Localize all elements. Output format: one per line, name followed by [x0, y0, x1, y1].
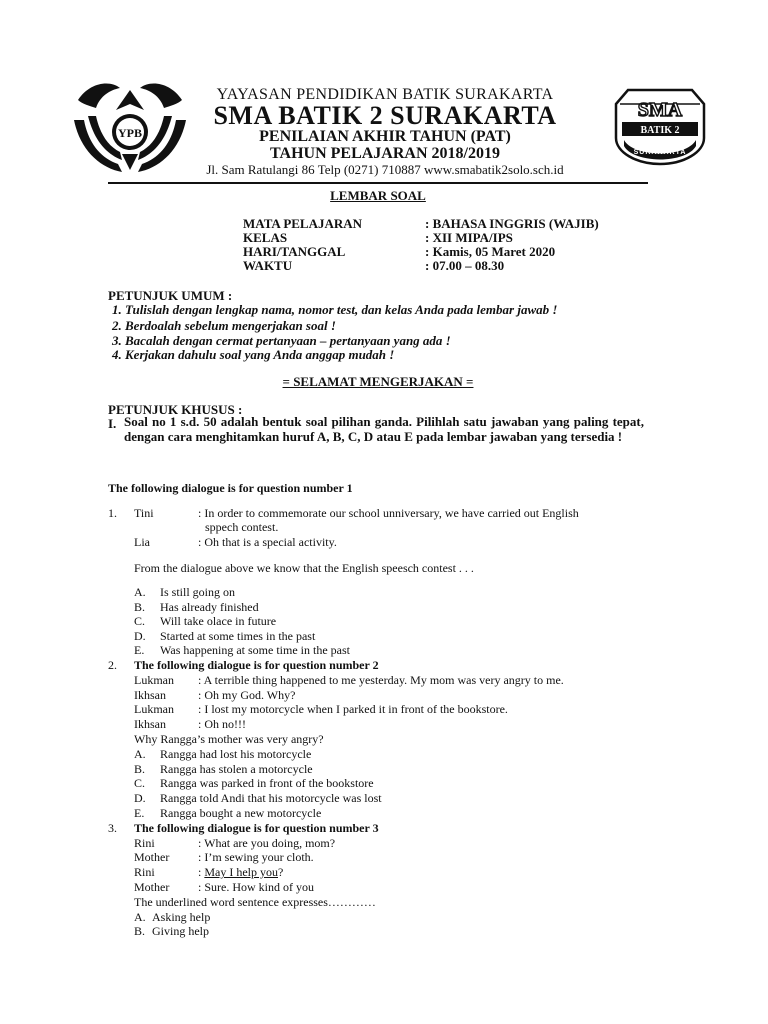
q1-option-d: Started at some times in the past: [160, 629, 316, 643]
info-value-class: : XII MIPA/IPS: [425, 230, 513, 245]
special-instructions-text: Soal no 1 s.d. 50 adalah bentuk soal pilihan ganda. Pilihlah satu jawaban yang paling tepat, dengan cara menghitamkan huruf A, B, C, D atau E pada lembar jawaban yang tersedia !: [124, 414, 644, 444]
q3-line: [198, 865, 283, 880]
info-label-subject: MATA PELAJARAN: [243, 216, 363, 231]
q1-option-letter: A.: [134, 585, 146, 599]
q3-speaker: Mother: [134, 880, 170, 894]
q3-line: : I’m sewing your cloth.: [198, 850, 314, 864]
q2-intro: The following dialogue is for question number 2: [134, 658, 379, 672]
info-label-class: KELAS: [243, 230, 288, 245]
general-instruction-item: 3. Bacalah dengan cermat pertanyaan – pertanyaan yang ada !: [112, 333, 451, 348]
general-instructions-title: PETUNJUK UMUM :: [108, 288, 233, 303]
foundation-name: YAYASAN PENDIDIKAN BATIK SURAKARTA: [216, 86, 554, 103]
q2-speaker: Ikhsan: [134, 688, 166, 702]
q2-line: : I lost my motorcycle when I parked it in front of the bookstore.: [198, 702, 508, 716]
academic-year: TAHUN PELAJARAN 2018/2019: [270, 145, 500, 162]
q3-speaker: Rini: [134, 865, 155, 879]
q1-option-e: Was happening at some time in the past: [160, 643, 350, 657]
q2-speaker: Lukman: [134, 673, 174, 687]
q2-speaker: Lukman: [134, 702, 174, 716]
q2-option-letter: B.: [134, 762, 146, 776]
q3-option-a: Asking help: [152, 910, 211, 924]
q1-option-letter: B.: [134, 600, 146, 614]
q1-option-a: Is still going on: [160, 585, 236, 599]
q3-intro: The following dialogue is for question number 3: [134, 821, 379, 835]
q1-number: 1.: [108, 506, 117, 520]
special-instructions-number: I.: [108, 416, 117, 431]
q1-option-letter: C.: [134, 614, 146, 628]
q3-line: : What are you doing, mom?: [198, 836, 336, 850]
school-logo-text-mid: BATIK 2: [640, 125, 680, 136]
q2-option-c: Rangga was parked in front of the bookstore: [160, 776, 374, 790]
q3-line-prefix: :: [198, 865, 205, 879]
greeting: = SELAMAT MENGERJAKAN =: [282, 374, 474, 389]
q1-option-b: Has already finished: [160, 600, 259, 614]
q2-option-letter: D.: [134, 791, 146, 805]
q1-line: sppech contest.: [205, 520, 279, 534]
q3-question: The underlined word sentence expresses…………: [134, 895, 376, 909]
q3-line: : Sure. How kind of you: [198, 880, 314, 894]
q2-line: : Oh no!!!: [198, 717, 246, 731]
q3-speaker: Mother: [134, 850, 170, 864]
q3-option-letter: B.: [134, 924, 146, 938]
q2-option-e: Rangga bought a new motorcycle: [160, 806, 322, 820]
q3-line-suffix: ?: [278, 865, 284, 879]
q3-number: 3.: [108, 821, 117, 835]
special-instructions-title: PETUNJUK KHUSUS :: [108, 402, 243, 417]
q1-line: : In order to commemorate our school unniversary, we have carried out English: [198, 506, 579, 520]
info-value-subject: : BAHASA INGGRIS (WAJIB): [425, 216, 599, 231]
q2-option-d: Rangga told Andi that his motorcycle was lost: [160, 791, 382, 805]
q3-option-b: Giving help: [152, 924, 209, 938]
q1-speaker: Lia: [134, 535, 150, 549]
q1-speaker: Tini: [134, 506, 154, 520]
foundation-logo-text: YPB: [118, 126, 142, 140]
info-value-time: : 07.00 – 08.30: [425, 258, 505, 273]
q1-option-c: Will take olace in future: [160, 614, 277, 628]
q1-option-letter: D.: [134, 629, 146, 643]
q2-option-b: Rangga has stolen a motorcycle: [160, 762, 313, 776]
general-instruction-item: 2. Berdoalah sebelum mengerjakan soal !: [112, 318, 336, 333]
header-divider: [108, 182, 648, 184]
info-label-date: HARI/TANGGAL: [243, 244, 346, 259]
q3-speaker: Rini: [134, 836, 155, 850]
q2-number: 2.: [108, 658, 117, 672]
school-name: SMA BATIK 2 SURAKARTA: [213, 101, 557, 130]
q1-option-letter: E.: [134, 643, 145, 657]
school-logo-text-bottom: SURAKARTA: [633, 149, 687, 156]
school-logo: [614, 86, 706, 166]
q2-option-letter: A.: [134, 747, 146, 761]
info-label-time: WAKTU: [243, 258, 293, 273]
q2-option-a: Rangga had lost his motorcycle: [160, 747, 312, 761]
q2-option-letter: E.: [134, 806, 145, 820]
q1-line: : Oh that is a special activity.: [198, 535, 337, 549]
school-address: Jl. Sam Ratulangi 86 Telp (0271) 710887 www.smabatik2solo.sch.id: [206, 162, 564, 177]
general-instruction-item: 4. Kerjakan dahulu soal yang Anda anggap mudah !: [112, 347, 395, 362]
info-value-date: : Kamis, 05 Maret 2020: [425, 244, 556, 259]
q2-question: Why Rangga’s mother was very angry?: [134, 732, 324, 746]
general-instruction-item: 1. Tulislah dengan lengkap nama, nomor test, dan kelas Anda pada lembar jawab !: [112, 302, 558, 317]
q2-line: : Oh my God. Why?: [198, 688, 296, 702]
sheet-title: LEMBAR SOAL: [330, 188, 426, 203]
q3-underlined-phrase: May I help you: [204, 865, 278, 879]
q1-intro: The following dialogue is for question number 1: [108, 481, 353, 495]
school-logo-text-top: SMA: [637, 99, 683, 121]
q2-line: : A terrible thing happened to me yesterday. My mom was very angry to me.: [198, 673, 564, 687]
q2-option-letter: C.: [134, 776, 146, 790]
q2-speaker: Ikhsan: [134, 717, 166, 731]
q1-question: From the dialogue above we know that the English speesch contest . . .: [134, 561, 474, 575]
q3-option-letter: A.: [134, 910, 146, 924]
exam-name: PENILAIAN AKHIR TAHUN (PAT): [259, 128, 511, 145]
